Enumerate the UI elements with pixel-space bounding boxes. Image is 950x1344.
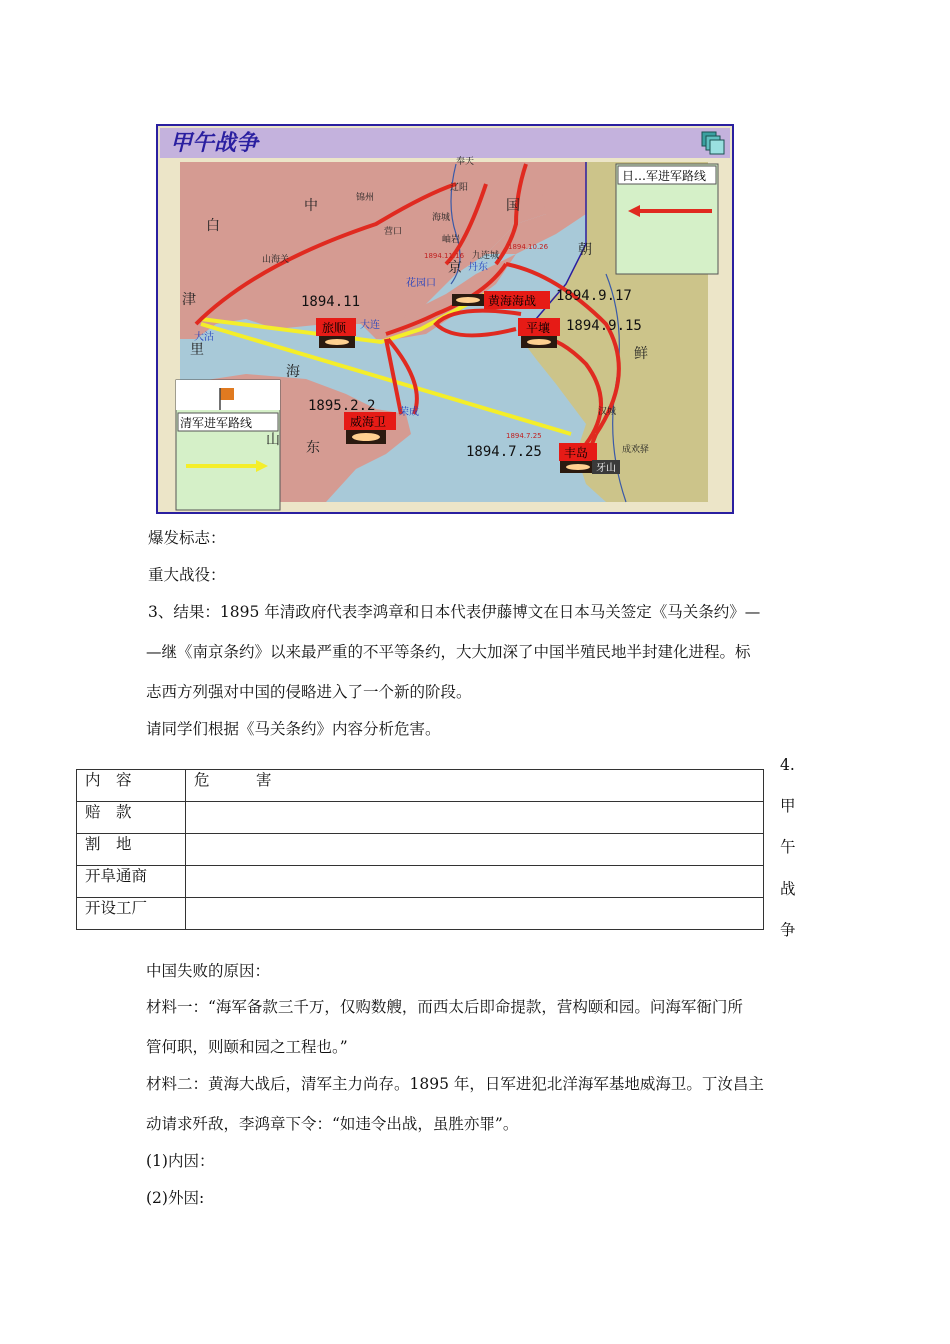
place-label: 奉天 [456, 157, 475, 167]
place-label: 荣成 [399, 407, 419, 418]
row-label: 割 地 [77, 834, 186, 866]
header-harm: 危 害 [186, 770, 764, 802]
battle-lushun [316, 318, 356, 348]
war-map [156, 124, 734, 514]
region-label: 国 [506, 198, 520, 214]
place-label: 花园口 [406, 278, 436, 289]
table-row [77, 802, 764, 834]
svg-text:牙山: 牙山 [596, 463, 616, 474]
result-line-2: —继《南京条约》以来最严重的不平等条约，大大加深了中国半殖民地半封建化进程。标 [146, 643, 751, 661]
header-content: 内 容 [77, 770, 186, 802]
row-label: 赔 款 [77, 802, 186, 834]
table-row [77, 834, 764, 866]
legend-japan [616, 164, 718, 274]
date-label: 1894.7.25 [466, 444, 542, 460]
side-label-char: 争 [780, 921, 796, 939]
region-label: 里 [190, 342, 204, 358]
place-label: 汉城 [598, 407, 617, 417]
region-label: 海 [286, 364, 300, 380]
side-label-char: 甲 [780, 797, 796, 815]
place-label: 营口 [384, 227, 403, 237]
row-value[interactable] [186, 834, 764, 866]
svg-text:丰岛: 丰岛 [564, 446, 589, 460]
svg-text:威海卫: 威海卫 [350, 415, 387, 429]
external-cause: (2)外因: [146, 1189, 205, 1207]
row-value[interactable] [186, 898, 764, 930]
failure-reasons-heading: 中国失败的原因： [146, 962, 271, 980]
table-row [77, 898, 764, 930]
place-label: 大连 [360, 320, 380, 331]
region-label: 东 [306, 440, 320, 456]
row-label: 开设工厂 [77, 898, 186, 930]
date-label: 1894.11 [301, 294, 361, 310]
region-label: 山 [266, 432, 280, 448]
side-label-char: 午 [780, 838, 796, 856]
flag-icon [220, 388, 234, 400]
result-line-3: 志西方列强对中国的侵略进入了一个新的阶段。 [146, 683, 472, 701]
row-value[interactable] [186, 802, 764, 834]
date-small: 1894.10.26 [508, 243, 549, 251]
date-small: 1894.7.25 [506, 432, 542, 440]
region-label: 朝 [578, 242, 592, 258]
place-label: 九连城 [472, 251, 500, 261]
date-label: 1895.2.2 [308, 398, 376, 414]
material-two-line-1: 材料二：黄海大战后，清军主力尚存。1895 年，日军进犯北洋海军基地威海卫。丁汝昌主 [146, 1075, 764, 1093]
region-label: 鲜 [634, 346, 648, 362]
side-label-char: 4. [780, 756, 795, 774]
gaoshan-marker [592, 460, 620, 474]
region-label: 京 [448, 260, 462, 276]
row-label: 开阜通商 [77, 866, 186, 898]
svg-text:旅顺: 旅顺 [322, 321, 347, 335]
region-label: 中 [304, 198, 318, 214]
side-label-char: 战 [780, 880, 796, 898]
place-label: 山海关 [262, 255, 290, 265]
place-label: 大沽 [194, 332, 214, 343]
analysis-prompt: 请同学们根据《马关条约》内容分析危害。 [146, 720, 441, 738]
place-label: 锦州 [356, 193, 375, 203]
table-row [77, 866, 764, 898]
svg-text:平壤: 平壤 [526, 321, 551, 335]
material-one-line-2: 管何职，则颐和园之工程也。” [146, 1038, 348, 1056]
region-label: 津 [182, 292, 196, 308]
map-title: 甲午战争 [170, 131, 259, 156]
treaty-table [76, 769, 764, 930]
date-label: 1894.9.15 [566, 318, 642, 334]
result-line-1: 3、结果：1895 年清政府代表李鸿章和日本代表伊藤博文在日本马关签定《马关条约》— [148, 603, 761, 621]
material-one-line-1: 材料一：“海军备款三千万，仅购数艘，而西太后即命提款，营构颐和园。问海军衙门所 [146, 998, 743, 1016]
legend-qing-label: 清军进军路线 [180, 416, 253, 430]
place-label: 岫岩 [442, 235, 461, 245]
table-header-row [77, 770, 764, 802]
place-label: 丹东 [468, 262, 488, 273]
region-label: 白 [206, 218, 220, 234]
material-two-line-2: 动请求歼敌，李鸿章下令：“如违令出战，虽胜亦罪”。 [146, 1115, 519, 1133]
date-label: 1894.9.17 [556, 288, 632, 304]
date-small: 1894.11.16 [424, 252, 465, 260]
place-label: 海城 [432, 213, 451, 223]
place-label: 辽阳 [450, 183, 469, 193]
row-value[interactable] [186, 866, 764, 898]
battle-fengdao [559, 443, 597, 473]
place-label: 成欢驿 [622, 445, 650, 455]
major-battles: 重大战役： [148, 566, 226, 584]
legend-qing [176, 380, 280, 510]
svg-text:黄海海战: 黄海海战 [488, 294, 537, 308]
battle-pingrang [518, 318, 560, 348]
outbreak-sign: 爆发标志： [148, 529, 226, 547]
internal-cause: (1)内因： [146, 1152, 215, 1170]
legend-japan-label: 日…军进军路线 [622, 169, 707, 183]
